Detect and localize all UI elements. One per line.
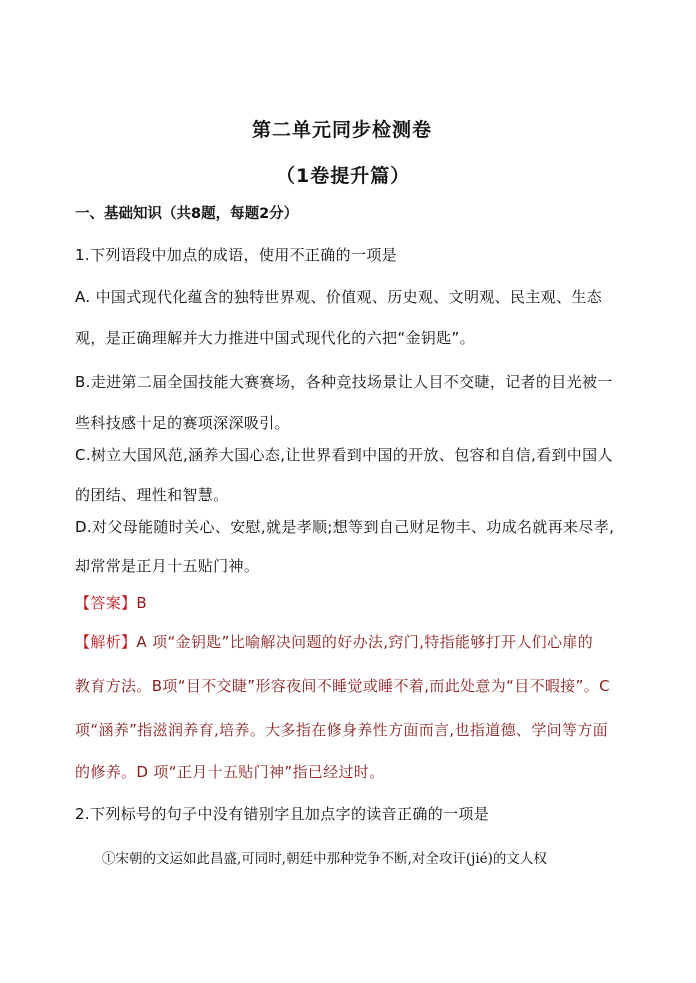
- answer-line: [75, 592, 147, 613]
- option-c-line-1: C.树立大国风范,涵养大国心态,让世界看到中国的开放、包容和自信,看到中国人: [75, 446, 613, 464]
- option-a-line-2: 观，是正确理解并大力推进中国式现代化的六把“金钥匙”。: [75, 329, 475, 347]
- analysis-text-1: A 项“金钥匙”比喻解决问题的好办法,窍门,特指能够打开人们心扉的: [136, 633, 594, 651]
- section-heading: 一、基础知识（共8题，每题2分）: [75, 206, 299, 222]
- option-b-line-2: 些科技感十足的赛项深深吸引。: [75, 414, 290, 432]
- option-c-line-2: 的团结、理性和智慧。: [75, 486, 229, 504]
- option-d-line-2: 却常常是正月十五贴门神。: [75, 557, 260, 575]
- analysis-line-2: 教育方法。B项“目不交睫”形容夜间不睡觉或睡不着,而此处意为“目不暇接”。C: [75, 677, 610, 695]
- document-subtitle: （1卷提升篇）: [276, 165, 411, 187]
- option-b-line-1: B.走进第二届全国技能大赛赛场，各种竞技场景让人目不交睫，记者的目光被一: [75, 373, 613, 391]
- question-2-sentence-1: ①宋朝的文运如此昌盛,可同时,朝廷中那种党争不断,对全攻讦(jié)的文人权: [102, 851, 547, 867]
- question-2-stem: 2.下列标号的句子中没有错别字且加点字的读音正确的一项是: [75, 805, 490, 823]
- analysis-line-3: 项“涵养”指滋润养育,培养。大多指在修身养性方面而言,也指道德、学问等方面: [75, 721, 609, 739]
- analysis-label: 【解析】: [75, 633, 137, 651]
- analysis-line-1: [75, 631, 593, 652]
- analysis-line-4: 的修养。D 项“正月十五贴门神”指已经过时。: [75, 763, 385, 781]
- answer-label: 【答案】: [75, 594, 137, 612]
- document-title: 第二单元同步检测卷: [252, 119, 433, 141]
- option-d-line-1: D.对父母能随时关心、安慰,就是孝顺;想等到自己财足物丰、功成名就再来尽孝,: [75, 518, 615, 536]
- option-a-line-1: A. 中国式现代化蕴含的独特世界观、价值观、历史观、文明观、民主观、生态: [75, 288, 603, 306]
- question-1-stem: 1.下列语段中加点的成语，使用不正确的一项是: [75, 246, 398, 264]
- answer-value: B: [136, 594, 148, 612]
